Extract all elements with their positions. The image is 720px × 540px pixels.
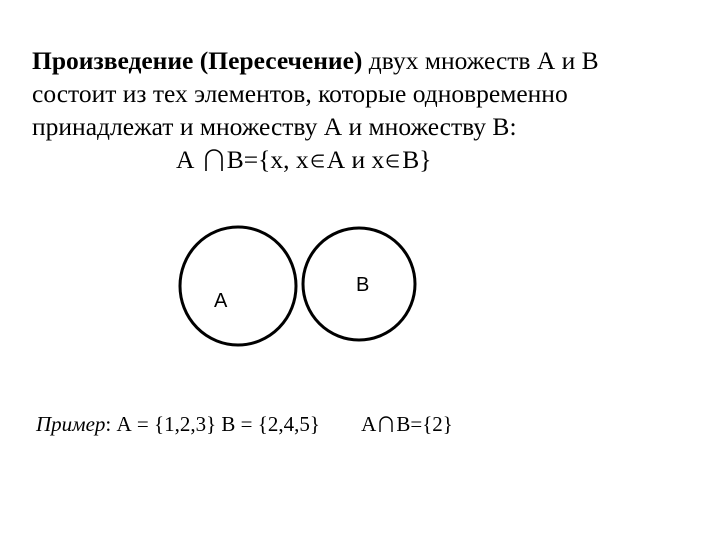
example-result-right: В={2} bbox=[396, 412, 453, 436]
element-of-icon bbox=[310, 152, 326, 170]
definition-line3: принадлежат и множеству А и множеству В: bbox=[32, 112, 517, 141]
element-of-icon bbox=[385, 152, 401, 170]
set-a-circle bbox=[180, 227, 296, 345]
intersection-icon bbox=[378, 415, 394, 433]
formula-set-b-def: В={x, x bbox=[226, 145, 309, 174]
example-line bbox=[36, 410, 453, 438]
definition-paragraph bbox=[32, 44, 692, 143]
formula-in-b: В} bbox=[402, 145, 432, 174]
venn-diagram bbox=[170, 214, 420, 354]
set-a-label: A bbox=[214, 290, 228, 312]
intersection-icon bbox=[203, 148, 225, 172]
example-sets: А = {1,2,3} В = {2,4,5} bbox=[111, 412, 320, 436]
definition-line2: состоит из тех элементов, которые одновременно bbox=[32, 79, 568, 108]
definition-term: Произведение (Пересечение) bbox=[32, 46, 363, 75]
set-b-label: B bbox=[356, 274, 370, 296]
example-result-left: А bbox=[361, 412, 377, 436]
example-colon: : bbox=[105, 412, 112, 436]
formula-set-a: А bbox=[176, 145, 195, 174]
formula-in-a: А и x bbox=[326, 145, 385, 174]
definition-line1-rest: двух множеств А и В bbox=[362, 46, 599, 75]
example-prefix: Пример bbox=[36, 412, 106, 436]
intersection-formula bbox=[176, 143, 432, 176]
